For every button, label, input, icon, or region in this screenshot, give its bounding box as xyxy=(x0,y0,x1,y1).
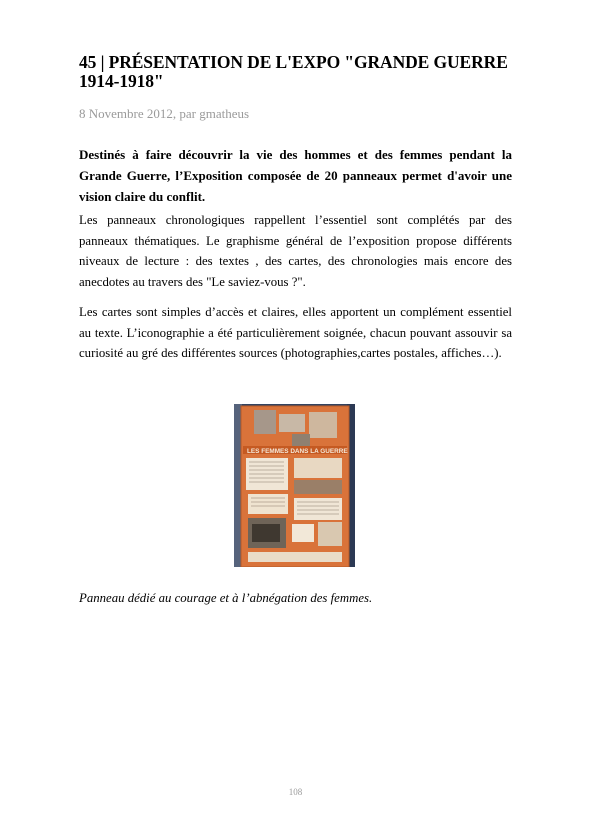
exhibition-panel-photo xyxy=(234,404,355,567)
article-lead: Destinés à faire découvrir la vie des hommes et des femmes pendant la Grande Guerre, l’Exposition composée de 20 panneaux permet d'avoir une vision claire du conflit. xyxy=(79,147,512,204)
article-paragraph-1: Les panneaux chronologiques rappellent l’essentiel sont complétés par des panneaux thématiques. Le graphisme général de l’exposition propose différents niveaux de lecture : des textes , des cartes, des chronologies mais encore des anecdotes au travers des "Le saviez-vous ?". xyxy=(79,213,512,289)
article-title: 45 | PRÉSENTATION DE L'EXPO "GRANDE GUERRE 1914-1918" xyxy=(79,52,508,91)
panel-banner-text: LES FEMMES DANS LA GUERRE xyxy=(247,448,348,455)
article-paragraph-2: Les cartes sont simples d’accès et claires, elles apportent un complément essentiel au texte. L’iconographie a été particulièrement soignée, chacun pouvant assouvir sa curiosité au gré des différentes sources (photographies,cartes postales, affiches…). xyxy=(79,305,512,360)
article-byline: 8 Novembre 2012, par gmatheus xyxy=(79,106,250,121)
panel-photo-image xyxy=(234,404,355,567)
page-number: 108 xyxy=(288,787,303,797)
figure-caption: Panneau dédié au courage et à l’abnégation des femmes. xyxy=(79,591,373,605)
